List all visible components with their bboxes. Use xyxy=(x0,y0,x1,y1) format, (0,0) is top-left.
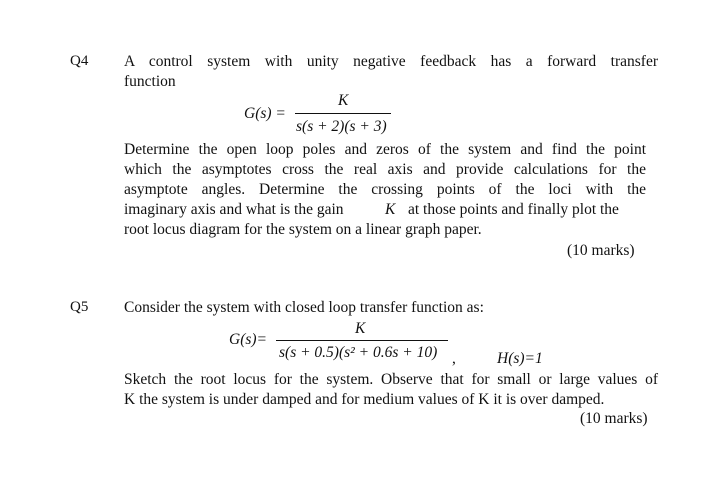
question-text-line: Determine the open loop poles and zeros of the system and find the point xyxy=(124,141,646,158)
fraction-bar xyxy=(276,340,448,341)
marks-label: (10 marks) xyxy=(580,410,648,427)
gain-symbol: K xyxy=(385,201,396,218)
question-text-line: Consider the system with closed loop transfer function as: xyxy=(124,299,484,316)
question-number: Q4 xyxy=(70,53,89,69)
question-text-line: function xyxy=(124,73,176,90)
question-text-line: which the asymptotes cross the real axis and provide calculations for the xyxy=(124,161,646,178)
equation-lhs: G(s) = xyxy=(244,105,286,122)
marks-label: (10 marks) xyxy=(567,242,635,259)
equation-lhs: G(s)= xyxy=(229,331,268,348)
equation-denominator: s(s + 0.5)(s² + 0.6s + 10) xyxy=(279,344,438,361)
fraction-bar xyxy=(295,113,391,114)
equation-denominator: s(s + 2)(s + 3) xyxy=(296,118,387,135)
question-text-line: root locus diagram for the system on a linear graph paper. xyxy=(124,221,482,238)
question-number: Q5 xyxy=(70,299,89,315)
question-text-line: A control system with unity negative feedback has a forward transfer xyxy=(124,53,658,70)
feedback-equation: H(s)=1 xyxy=(497,350,543,367)
question-text-line: asymptote angles. Determine the crossing points of the loci with the xyxy=(124,181,646,198)
question-text-line: K the system is under damped and for medium values of K it is over damped. xyxy=(124,391,605,408)
equation-numerator: K xyxy=(338,92,349,109)
question-text-line: Sketch the root locus for the system. Observe that for small or large values of xyxy=(124,371,658,388)
equation-numerator: K xyxy=(355,320,366,337)
question-text-line: at those points and finally plot the xyxy=(408,201,619,218)
question-text-line: imaginary axis and what is the gain xyxy=(124,201,344,218)
equation-separator: , xyxy=(452,350,456,367)
